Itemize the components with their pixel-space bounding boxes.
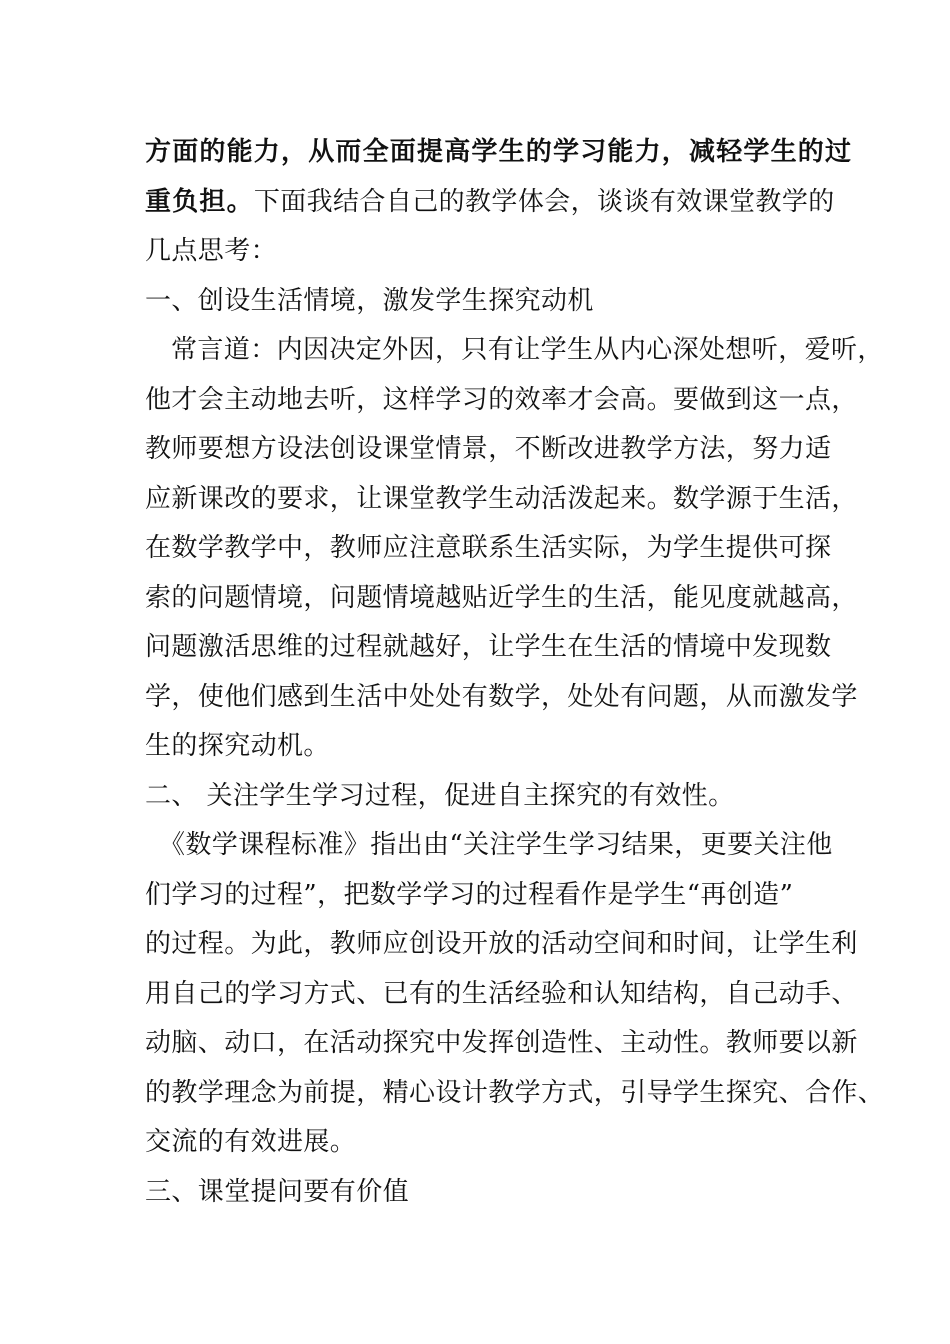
- text-line: [145, 128, 853, 178]
- text-line: [145, 1069, 885, 1119]
- text-line: [145, 821, 835, 871]
- text-line: [145, 277, 835, 327]
- text-segment: 教师要想方设法创设课堂情景，不断改进教学方法，努力适: [145, 434, 832, 464]
- text-segment: 他才会主动地去听，这样学习的效率才会高。要做到这一点，: [145, 384, 858, 415]
- text-segment: 三、课堂提问要有价值: [145, 1176, 410, 1207]
- text-segment: 动脑、动口，在活动探究中发挥创造性、主动性。教师要以新: [145, 1028, 858, 1058]
- text-line: [145, 475, 858, 525]
- text-segment: 《数学课程标准》指出由“关注学生学习结果，更要关注他: [159, 830, 833, 860]
- text-line: [145, 1168, 835, 1218]
- text-segment: 应新课改的要求，让课堂教学生动活泼起来。数学源于生活，: [145, 483, 858, 514]
- text-line: [145, 673, 858, 723]
- text-segment: 一、创设生活情境，激发学生探究动机: [145, 285, 594, 316]
- text-segment: 几点思考：: [145, 236, 278, 266]
- text-segment: 索的问题情境，问题情境越贴近学生的生活，能见度就越高，: [145, 582, 858, 613]
- text-segment: 用自己的学习方式、已有的生活经验和认知结构，自己动手、: [145, 978, 858, 1009]
- text-segment: 二、 关注学生学习过程，促进自主探究的有效性。: [145, 780, 735, 811]
- text-segment: 们学习的过程”，把数学学习的过程看作是学生“再创造”: [145, 879, 794, 910]
- text-line: [145, 326, 884, 376]
- text-line: [145, 227, 835, 277]
- text-segment: 下面我结合自己的教学体会，谈谈有效课堂教学的: [253, 186, 835, 217]
- text-segment: 生的探究动机。: [145, 731, 330, 761]
- text-segment: 问题激活思维的过程就越好，让学生在生活的情境中发现数: [145, 632, 832, 662]
- bold-text-segment: 方面的能力，从而全面提高学生的学习能力，减轻学生的过: [145, 137, 853, 167]
- text-segment: 在数学教学中，教师应注意联系生活实际，为学生提供可探: [145, 533, 832, 563]
- text-line: [145, 772, 835, 822]
- text-line: [145, 574, 858, 624]
- text-line: [145, 970, 858, 1020]
- text-segment: 的教学理念为前提，精心设计教学方式，引导学生探究、合作、: [145, 1077, 885, 1108]
- text-segment: 的过程。为此，教师应创设开放的活动空间和时间，让学生利: [145, 929, 858, 959]
- text-line: [145, 920, 858, 970]
- text-line: [145, 871, 835, 921]
- text-line: [145, 524, 835, 574]
- bold-text-segment: 重负担。: [145, 186, 254, 217]
- text-line: [145, 376, 858, 426]
- text-line: [145, 623, 835, 673]
- text-line: [145, 722, 835, 772]
- text-line: [145, 1118, 835, 1168]
- text-line: [145, 1019, 858, 1069]
- text-line: [145, 425, 835, 475]
- text-segment: 常言道：内因决定外因，只有让学生从内心深处想听，爱听，: [171, 335, 884, 365]
- text-segment: 学，使他们感到生活中处处有数学，处处有问题，从而激发学: [145, 681, 858, 712]
- text-line: [145, 178, 835, 228]
- text-segment: 交流的有效进展。: [145, 1127, 357, 1157]
- document-body: [145, 128, 885, 1217]
